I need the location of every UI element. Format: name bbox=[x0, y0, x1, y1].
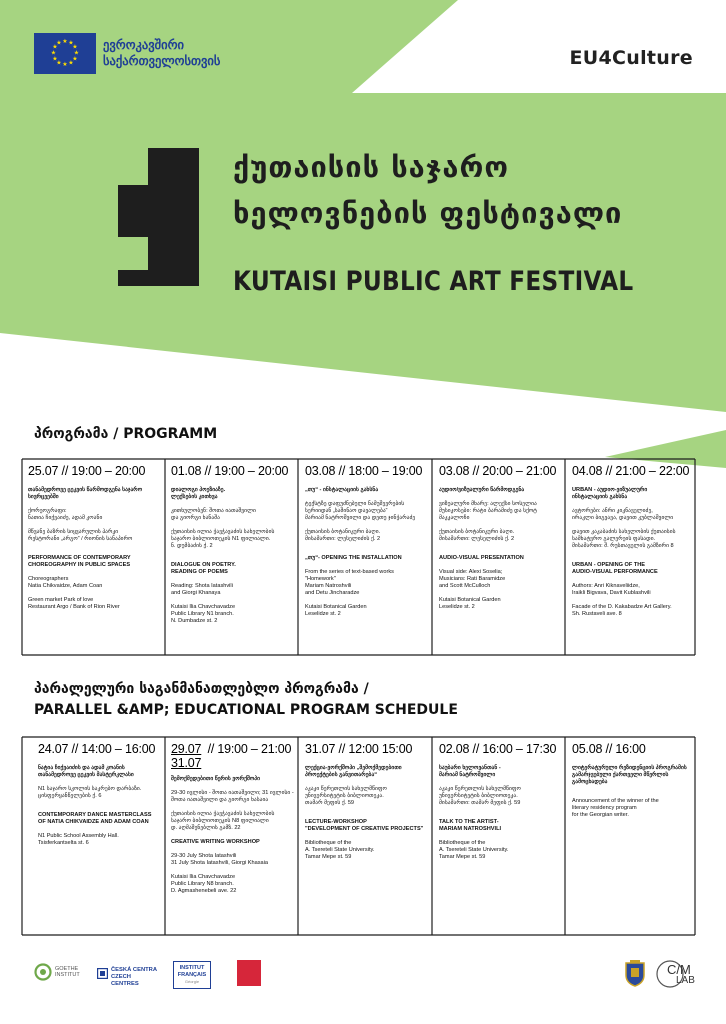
cell-text: მარიამ ნატროშვილი bbox=[439, 772, 496, 778]
cell-text: მისამართი: ლესელიძის ქ. 2 bbox=[439, 536, 515, 542]
institut-label-2: FRANÇAIS bbox=[177, 972, 207, 978]
cell-text: მწვანე ბაზრის სიყვარულის პარკი bbox=[28, 529, 119, 535]
cell-text: მარიამ ნატროშვილი და დეთუ ჯინჭარაძე bbox=[305, 515, 416, 521]
cell-text: Public Library N1 branch. bbox=[171, 611, 234, 617]
czech-label-1: ČESKÁ CENTRA bbox=[111, 967, 158, 973]
cell-text: ქუთაისის ბოტანიკური ბაღი. bbox=[305, 529, 381, 535]
cell-text: OF NATIA CHIKVAIDZE AND ADAM COAN bbox=[38, 819, 149, 825]
date-end: 31.07 bbox=[171, 756, 202, 770]
cell-text: საუბარი ხელოვანთან - bbox=[439, 765, 501, 771]
cell-text: Announcement of the winner of the bbox=[572, 798, 659, 804]
cell-text: მისამართი: ლესელიძის ქ. 2 bbox=[305, 536, 381, 542]
cell-text: დიალოგი პოეზიაზე. bbox=[171, 487, 226, 493]
cell-text: Kutaisi Ilia Chavchavadze bbox=[171, 604, 236, 610]
parallel-cell-4 bbox=[439, 742, 563, 932]
cell-text: CREATIVE WRITING WORKSHOP bbox=[171, 839, 260, 845]
cell-text: მუსიკოსები: რატი ბარამიძე და სქოტ მაკკალოჩი bbox=[439, 508, 537, 521]
eu4culture-logo: EU4Culture bbox=[569, 47, 693, 69]
program-cell-2 bbox=[171, 464, 295, 652]
goethe-label: GOETHE INSTITUT bbox=[55, 966, 80, 978]
cell-text: "DEVELOPMENT OF CREATIVE PROJECTS" bbox=[305, 826, 424, 832]
cell-text: D. Agmashenebeli ave. 22 bbox=[171, 888, 237, 894]
goethe-logo bbox=[34, 961, 89, 983]
program-title: პროგრამა / PROGRAMM bbox=[34, 426, 218, 442]
cell-text: ქუთაისის ბოტანიკური ბაღი. bbox=[439, 529, 515, 535]
cell-text: კითხულობენ: შოთა იათაშვილი bbox=[171, 508, 256, 514]
cml-lab-logo bbox=[656, 957, 696, 991]
cell-text: Kutaisi Botanical Garden bbox=[439, 597, 501, 603]
cell-text: ნათია ჩიქვაიძე, ადამ კოანი bbox=[28, 515, 103, 521]
cell-text: 31 July Shota Iatashvili, Giorgi Khasaia bbox=[171, 860, 269, 866]
cell-date-time: 01.08 // 19:00 – 20:00 bbox=[171, 464, 289, 478]
svg-text:★: ★ bbox=[62, 61, 68, 68]
cell-text: ლექცია-ვორქშოპი „შემოქმედებითი პროექტების განვითარება“ bbox=[305, 765, 402, 778]
eu-label-line2: საქართველოსთვის bbox=[103, 54, 221, 68]
cell-text: რესტორანი „არგო“ / რიონის სანაპირო bbox=[28, 536, 133, 542]
cell-text: Natia Chikvaidze, Adam Coan bbox=[28, 583, 103, 589]
cell-text: დ. აღმაშენებლის გამზ. 22 bbox=[171, 825, 241, 831]
cell-text: Leselidze st. 2 bbox=[439, 604, 475, 610]
cell-text: Tsisferkantselta st. 6 bbox=[38, 840, 89, 846]
cell-text: Restaurant Argo / Bank of Rion River bbox=[28, 604, 120, 610]
cell-text: 29-30 ივლისი - შოთა იათაშვილი; 31 ივლისი - შოთა იათაშვილი და გიორგი ხასაია bbox=[171, 790, 294, 803]
cell-date-time: 02.08 // 16:00 – 17:30 bbox=[439, 742, 557, 756]
cell-text: Bibliotheque of the bbox=[305, 840, 352, 846]
cell-text: URBAN - OPENING OF THE bbox=[572, 562, 646, 568]
cell-text: შემოქმედებითი წერის ვორქშოპი bbox=[171, 776, 260, 782]
svg-text:★: ★ bbox=[72, 43, 78, 51]
cell-text: „თუ“- OPENING THE INSTALLATION bbox=[305, 555, 402, 561]
cell-text: Iraikli Bigvava, Davit Kublashvili bbox=[572, 590, 651, 596]
cell-text: READING OF POEMS bbox=[171, 569, 228, 575]
svg-text:★: ★ bbox=[56, 59, 62, 67]
cell-text: From the series of text-based works bbox=[305, 569, 394, 575]
cell-text: CONTEMPORARY DANCE MASTERCLASS bbox=[38, 812, 152, 818]
cell-text: ნატია ჩიქვაიძის და ადამ კოანის თანამედროვე ცეკვის მასტერკლასი bbox=[38, 765, 134, 778]
cell-text: „თუ“ - ინსტალაციის გახსნა bbox=[305, 487, 379, 493]
program-cell-1 bbox=[28, 464, 161, 652]
cell-text: Green market Park of love bbox=[28, 597, 94, 603]
cell-text: N. Dumbadze st. 2 bbox=[171, 618, 218, 624]
cell-text: ვიზუალური მხარე: ალექსი სოსელია bbox=[439, 501, 537, 507]
cell-text: Bibliotheque of the bbox=[439, 840, 486, 846]
cell-text: მისამართი: შ. რუსთაველის გამზირი 8 bbox=[572, 543, 674, 549]
svg-text:★: ★ bbox=[68, 59, 74, 67]
parallel-title-line1: პარალელური საგანმანათლებლო პროგრამა / bbox=[34, 681, 369, 697]
czech-centres-logo bbox=[97, 966, 159, 987]
cell-text: TALK TO THE ARTIST- bbox=[439, 819, 499, 825]
cell-text: DIALOGUE ON POETRY. bbox=[171, 562, 236, 568]
cell-date-time: 24.07 // 14:00 – 16:00 bbox=[38, 742, 156, 756]
time-range: // 19:00 – 21:00 bbox=[207, 742, 292, 756]
czech-centres-emblem-icon bbox=[97, 968, 108, 979]
svg-text:★: ★ bbox=[56, 39, 62, 47]
cell-text: Facade of the D. Kakabadze Art Gallery. bbox=[572, 604, 672, 610]
cell-text: მისამართი: თამარ მეფის ქ. 59 bbox=[439, 800, 521, 806]
cell-text: and Scott McCulloch bbox=[439, 583, 491, 589]
partner-logo-red bbox=[237, 960, 261, 986]
cell-text: ლექსების კითხვა bbox=[171, 494, 218, 500]
institut-francais-logo bbox=[173, 961, 211, 989]
cell-text: თამარ მეფის ქ. 59 bbox=[305, 800, 355, 806]
festival-title-ka-line2: ხელოვნების ფესტივალი bbox=[233, 196, 623, 230]
cell-text: ლიტერატურული რეზიდენციის პროგრამის გამარჯვებული ქართველი მწერლის გამოცხადება bbox=[572, 765, 687, 785]
cell-text: "Homework" bbox=[305, 576, 336, 582]
cell-text: ინსტალაციის გახსნა bbox=[572, 494, 628, 500]
program-cell-3 bbox=[305, 464, 429, 652]
cell-text: CHOREOGRAPHY IN PUBLIC SPACES bbox=[28, 562, 131, 568]
svg-text:★: ★ bbox=[50, 49, 57, 57]
festival-title-ka-line1: ქუთაისის საჯარო bbox=[233, 150, 509, 184]
program-cell-4 bbox=[439, 464, 563, 652]
cell-text: URBAN - აუდიო-ვიზუალური bbox=[572, 487, 648, 493]
kutaisi-coat-of-arms-icon bbox=[624, 959, 646, 987]
cell-text: Reading: Shota Iatashvili bbox=[171, 583, 233, 589]
cell-text: აკაკი წერეთლის სახელმწიფო უნივერსიტეტის ბიბლიოთეკა. bbox=[305, 786, 387, 799]
cell-text: და გიორგი ხანაშა bbox=[171, 515, 220, 521]
cell-text: 29-30 July Shota Iatashvili bbox=[171, 853, 237, 859]
czech-label-2: CZECH CENTRES bbox=[111, 974, 139, 987]
cell-text: Musicians: Rati Baramidze bbox=[439, 576, 506, 582]
cell-text: ქორეოგრაფი: bbox=[28, 508, 67, 514]
cell-text: literary residency program bbox=[572, 805, 637, 811]
cell-text: Choreographers bbox=[28, 576, 69, 582]
green-wedge-right bbox=[605, 430, 726, 468]
svg-text:★: ★ bbox=[72, 55, 78, 63]
cell-text: ირაკლი ბიგვავა, დავით კუბლაშვილი bbox=[572, 515, 674, 521]
program-cell-5 bbox=[572, 464, 693, 652]
cml-label-2: LAB bbox=[676, 975, 695, 986]
parallel-cell-5 bbox=[572, 742, 693, 932]
cell-date-time: 04.08 // 21:00 – 22:00 bbox=[572, 464, 690, 478]
svg-text:★: ★ bbox=[62, 38, 68, 45]
cell-date-time: 25.07 // 19:00 – 20:00 bbox=[28, 464, 146, 478]
cell-text: Tamar Mepe st. 59 bbox=[305, 854, 352, 860]
cell-text: Sh. Rustaveli ave. 8 bbox=[572, 611, 622, 617]
cell-text: N1 Public School Assembly Hall. bbox=[38, 833, 119, 839]
cell-text: and Giorgi Khanaya bbox=[171, 590, 221, 596]
cell-text: ნ. დუმბაძის ქ. 2 bbox=[171, 543, 213, 549]
eu-label bbox=[103, 37, 220, 69]
cell-text: for the Georgian writer. bbox=[572, 812, 629, 818]
cell-text: N1 საჯარო სკოლის საკრებო დარბაზი. bbox=[38, 786, 142, 792]
cell-text: AUDIO-VISUAL PERFORMANCE bbox=[572, 569, 658, 575]
cell-text: Leselidze st. 2 bbox=[305, 611, 341, 617]
svg-text:★: ★ bbox=[73, 49, 80, 57]
institut-label-1: INSTITUT bbox=[179, 965, 205, 971]
cell-text: Tamar Mepe st. 59 bbox=[439, 854, 486, 860]
svg-text:★: ★ bbox=[68, 39, 74, 47]
cell-text: აკაკი წერეთლის სახელმწიფო უნივერსიტეტის ბიბლიოთეკა. bbox=[439, 786, 521, 799]
cell-text: ტექსტზე დაფუძნებული ნამუშევრების სერიიდან „საშინაო დავალება“ bbox=[305, 501, 405, 514]
cell-text: A. Tsereteli State University. bbox=[439, 847, 509, 853]
cell-date-time: 31.07 // 12:00 15:00 bbox=[305, 742, 413, 756]
eu-label-line1: ევროკავშირი bbox=[103, 38, 185, 52]
cell-text: ავტორები: ანრი კიკნაველიძე, bbox=[572, 508, 653, 514]
parallel-title-line2: PARALLEL &AMP; EDUCATIONAL PROGRAM SCHEDULE bbox=[34, 702, 458, 718]
goethe-emblem-icon bbox=[34, 963, 52, 981]
cell-text: აუდიო/ვიზუალური წარმოდგენა bbox=[439, 487, 525, 493]
institut-label-3: Géorgie bbox=[184, 979, 200, 984]
cell-text: Kutaisi Ilia Chavchavadze bbox=[171, 874, 236, 880]
parallel-cell-2 bbox=[171, 742, 295, 932]
cell-text: თანამედროვე ცეკვის წარმოდგენა საჯარო სივრცეებში bbox=[28, 487, 143, 500]
svg-text:★: ★ bbox=[52, 55, 58, 63]
cell-text: MARIAM NATROSHVILI bbox=[439, 826, 502, 832]
cell-text: დავით კაკაბაძის სახელობის ქუთაისის სამხატვრო გალერეის ფასადი. bbox=[572, 529, 676, 542]
parallel-cell-1 bbox=[38, 742, 162, 932]
cell-date-time: 03.08 // 18:00 – 19:00 bbox=[305, 464, 423, 478]
festival-title-en: KUTAISI PUBLIC ART FESTIVAL bbox=[233, 266, 634, 297]
eu-flag-icon bbox=[34, 33, 96, 74]
cell-text: Mariam Natroshvili bbox=[305, 583, 352, 589]
date-start: 29.07 bbox=[171, 742, 202, 756]
cell-text: ქუთაისის ილია ჭავჭავაძის სახელობის საჯარო ბიბლიოთეკის N1 ფილიალი. bbox=[171, 529, 275, 542]
cell-text: ცისფერყანწელების ქ. 6 bbox=[38, 793, 102, 799]
parallel-cell-3 bbox=[305, 742, 429, 932]
cell-date-time bbox=[171, 742, 295, 770]
cell-date-time: 03.08 // 20:00 – 21:00 bbox=[439, 464, 557, 478]
cell-text: ქუთაისის ილია ჭავჭავაძის სახელობის საჯარო ბიბლიოთეკის N8 ფილიალი bbox=[171, 811, 275, 824]
cell-text: A. Tsereteli State University. bbox=[305, 847, 375, 853]
cell-text: Authors: Anri Kiknaveliidze, bbox=[572, 583, 640, 589]
cell-text: and Detu Jincharadze bbox=[305, 590, 360, 596]
cell-text: Public Library N8 branch. bbox=[171, 881, 234, 887]
cell-date-time: 05.08 // 16:00 bbox=[572, 742, 646, 756]
cell-text: LECTURE-WORKSHOP bbox=[305, 819, 367, 825]
cell-text: PERFORMANCE OF CONTEMPORARY bbox=[28, 555, 131, 561]
cml-label-1: C/M bbox=[667, 962, 691, 977]
svg-text:★: ★ bbox=[52, 43, 58, 51]
cell-text: Visual side: Alexi Soselia; bbox=[439, 569, 503, 575]
cell-text: AUDIO-VISUAL PRESENTATION bbox=[439, 555, 524, 561]
cell-text: Kutaisi Botanical Garden bbox=[305, 604, 367, 610]
